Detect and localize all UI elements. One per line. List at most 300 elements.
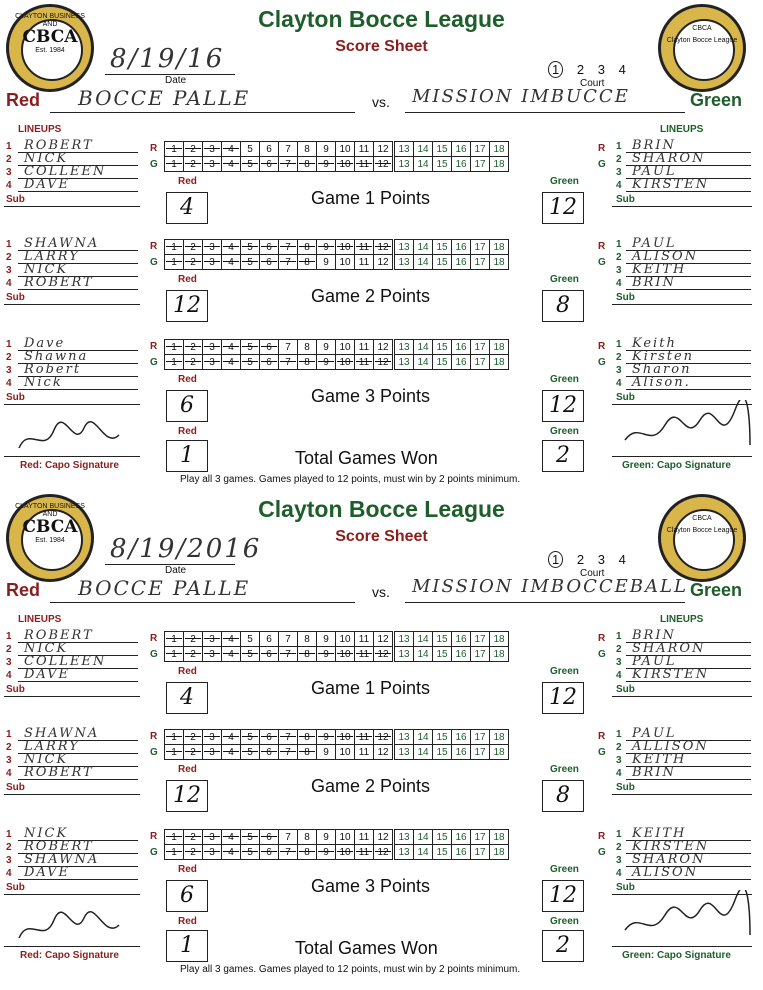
score-cell[interactable]: 17: [471, 240, 490, 255]
score-cell[interactable]: 7: [279, 632, 298, 647]
score-cell[interactable]: 14: [414, 255, 433, 270]
red-team-line: [50, 602, 355, 603]
score-cell[interactable]: 4: [222, 240, 241, 255]
score-cell[interactable]: 5: [241, 240, 260, 255]
red-points-box[interactable]: 12: [166, 780, 208, 812]
score-cell[interactable]: 15: [433, 340, 452, 355]
score-cell[interactable]: 4: [222, 647, 241, 662]
lineup-line: [18, 779, 138, 780]
score-cell[interactable]: 1: [165, 355, 184, 370]
score-cell[interactable]: 13: [394, 647, 414, 662]
score-cell[interactable]: 4: [222, 255, 241, 270]
score-cell[interactable]: 16: [452, 632, 471, 647]
score-cell[interactable]: 17: [471, 632, 490, 647]
score-cell[interactable]: 16: [452, 730, 471, 745]
score-cell[interactable]: 15: [433, 845, 452, 860]
score-cell[interactable]: 16: [452, 157, 471, 172]
score-cell[interactable]: 12: [374, 340, 394, 355]
score-cell[interactable]: 1: [165, 830, 184, 845]
score-cell[interactable]: 9: [317, 157, 336, 172]
score-cell[interactable]: 10: [336, 355, 355, 370]
score-cell[interactable]: 8: [298, 142, 317, 157]
score-cell[interactable]: 7: [279, 255, 298, 270]
score-cell[interactable]: 2: [184, 845, 203, 860]
score-cell[interactable]: 9: [317, 730, 336, 745]
court-num[interactable]: 3: [597, 62, 605, 77]
score-cell[interactable]: 10: [336, 142, 355, 157]
score-cell[interactable]: 17: [471, 730, 490, 745]
score-cell[interactable]: 12: [374, 255, 394, 270]
score-cell[interactable]: 6: [260, 355, 279, 370]
score-cell[interactable]: 4: [222, 632, 241, 647]
score-cell[interactable]: 4: [222, 355, 241, 370]
score-row-green: [165, 647, 509, 662]
score-cell[interactable]: 6: [260, 830, 279, 845]
score-cell[interactable]: 18: [490, 142, 509, 157]
score-cell[interactable]: 11: [355, 730, 374, 745]
green-word: Green: [550, 864, 579, 875]
score-cell[interactable]: 12: [374, 730, 394, 745]
green-points-box[interactable]: 8: [542, 780, 584, 812]
score-cell[interactable]: 1: [165, 157, 184, 172]
score-cell[interactable]: 15: [433, 142, 452, 157]
score-cell[interactable]: 14: [414, 845, 433, 860]
court-num[interactable]: 4: [618, 552, 626, 567]
score-cell[interactable]: 8: [298, 157, 317, 172]
score-cell[interactable]: 12: [374, 632, 394, 647]
score-cell[interactable]: 5: [241, 632, 260, 647]
score-cell[interactable]: 18: [490, 355, 509, 370]
score-cell[interactable]: 10: [336, 647, 355, 662]
score-cell[interactable]: 18: [490, 340, 509, 355]
lineup-row-num: 4: [616, 768, 622, 779]
score-cell[interactable]: 5: [241, 845, 260, 860]
score-cell[interactable]: 8: [298, 745, 317, 760]
score-row-green: [165, 255, 509, 270]
score-cell[interactable]: 15: [433, 745, 452, 760]
score-cell[interactable]: 5: [241, 157, 260, 172]
score-cell[interactable]: 14: [414, 355, 433, 370]
score-cell[interactable]: 18: [490, 157, 509, 172]
score-cell[interactable]: 11: [355, 142, 374, 157]
score-cell[interactable]: 18: [490, 845, 509, 860]
red-points-box[interactable]: 6: [166, 880, 208, 912]
row-r-label: R: [598, 731, 606, 742]
score-cell[interactable]: 8: [298, 830, 317, 845]
score-cell[interactable]: 11: [355, 845, 374, 860]
score-cell[interactable]: 1: [165, 647, 184, 662]
score-cell[interactable]: 10: [336, 157, 355, 172]
score-cell[interactable]: 5: [241, 255, 260, 270]
score-cell[interactable]: 12: [374, 142, 394, 157]
score-cell[interactable]: 15: [433, 632, 452, 647]
red-player-name: LARRY: [24, 739, 80, 754]
score-cell[interactable]: 5: [241, 647, 260, 662]
game-points-label: Game 2 Points: [311, 776, 431, 796]
row-g-label: G: [150, 747, 158, 758]
signature-icon: [620, 400, 755, 456]
logo-main-text: CBCA: [22, 517, 78, 537]
red-team-line: [50, 112, 355, 113]
score-cell[interactable]: 9: [317, 142, 336, 157]
score-cell[interactable]: 11: [355, 830, 374, 845]
score-cell[interactable]: 1: [165, 340, 184, 355]
red-signature-line: [4, 946, 140, 947]
score-cell[interactable]: 2: [184, 240, 203, 255]
red-player-name: SHAWNA: [24, 726, 100, 741]
score-cell[interactable]: 8: [298, 845, 317, 860]
score-cell[interactable]: 16: [452, 240, 471, 255]
score-cell[interactable]: 6: [260, 730, 279, 745]
score-cell[interactable]: 17: [471, 355, 490, 370]
sub-label: Sub: [6, 684, 25, 695]
red-player-name: DAVE: [24, 865, 71, 880]
score-cell[interactable]: 7: [279, 830, 298, 845]
score-cell[interactable]: 16: [452, 340, 471, 355]
lineup-line: [626, 191, 751, 192]
score-cell[interactable]: 11: [355, 340, 374, 355]
score-cell[interactable]: 4: [222, 340, 241, 355]
score-cell[interactable]: 13: [394, 845, 414, 860]
score-cell[interactable]: 15: [433, 255, 452, 270]
score-cell[interactable]: 13: [394, 340, 414, 355]
score-cell[interactable]: 17: [471, 142, 490, 157]
score-cell[interactable]: 16: [452, 845, 471, 860]
green-total-box[interactable]: 2: [542, 440, 584, 472]
score-cell[interactable]: 13: [394, 745, 414, 760]
score-cell[interactable]: 16: [452, 647, 471, 662]
red-points-box[interactable]: 12: [166, 290, 208, 322]
lineup-row-num: 4: [616, 868, 622, 879]
score-cell[interactable]: 15: [433, 355, 452, 370]
score-cell[interactable]: 1: [165, 255, 184, 270]
score-cell[interactable]: 15: [433, 240, 452, 255]
red-word: Red: [178, 764, 197, 775]
score-cell[interactable]: 18: [490, 240, 509, 255]
sub-line: [612, 206, 752, 207]
score-cell[interactable]: 6: [260, 157, 279, 172]
score-cell[interactable]: 8: [298, 255, 317, 270]
red-word: Red: [178, 666, 197, 677]
score-cell[interactable]: 14: [414, 157, 433, 172]
court-num[interactable]: 1: [548, 61, 563, 78]
red-points-box[interactable]: 4: [166, 682, 208, 714]
score-cell[interactable]: 9: [317, 355, 336, 370]
score-cell[interactable]: 12: [374, 845, 394, 860]
score-cell[interactable]: 14: [414, 830, 433, 845]
score-cell[interactable]: 3: [203, 142, 222, 157]
lineup-row-num: 3: [6, 657, 12, 668]
score-cell[interactable]: 15: [433, 647, 452, 662]
total-games-label: Total Games Won: [295, 448, 438, 468]
score-cell[interactable]: 2: [184, 355, 203, 370]
score-cell[interactable]: 14: [414, 632, 433, 647]
score-cell[interactable]: 11: [355, 647, 374, 662]
score-cell[interactable]: 18: [490, 745, 509, 760]
score-cell[interactable]: 12: [374, 745, 394, 760]
court-num[interactable]: 2: [576, 62, 585, 77]
score-grid: [164, 141, 509, 172]
score-cell[interactable]: 1: [165, 142, 184, 157]
score-cell[interactable]: 5: [241, 355, 260, 370]
green-signature-line: [612, 456, 752, 457]
score-cell[interactable]: 6: [260, 255, 279, 270]
game-points-label: Game 3 Points: [311, 876, 431, 896]
score-cell[interactable]: 6: [260, 647, 279, 662]
red-player-name: NICK: [24, 826, 69, 841]
score-cell[interactable]: 17: [471, 745, 490, 760]
score-cell[interactable]: 12: [374, 157, 394, 172]
score-cell[interactable]: 12: [374, 240, 394, 255]
score-cell[interactable]: 1: [165, 730, 184, 745]
score-cell[interactable]: 15: [433, 730, 452, 745]
score-cell[interactable]: 4: [222, 142, 241, 157]
score-cell[interactable]: 3: [203, 830, 222, 845]
green-total-box[interactable]: 2: [542, 930, 584, 962]
red-signature-label: Red: Capo Signature: [20, 460, 119, 471]
score-cell[interactable]: 12: [374, 355, 394, 370]
lineup-row-num: 4: [6, 378, 12, 389]
green-word: Green: [550, 426, 579, 437]
score-cell[interactable]: 10: [336, 745, 355, 760]
score-cell[interactable]: 3: [203, 730, 222, 745]
score-cell[interactable]: 9: [317, 240, 336, 255]
score-cell[interactable]: 6: [260, 845, 279, 860]
score-cell[interactable]: 13: [394, 632, 414, 647]
green-points-box[interactable]: 12: [542, 192, 584, 224]
score-cell[interactable]: 7: [279, 845, 298, 860]
score-cell[interactable]: 2: [184, 647, 203, 662]
score-cell[interactable]: 14: [414, 647, 433, 662]
row-g-label: G: [150, 357, 158, 368]
green-points-box[interactable]: 12: [542, 880, 584, 912]
score-cell[interactable]: 16: [452, 830, 471, 845]
score-cell[interactable]: 3: [203, 632, 222, 647]
score-row-green: [165, 157, 509, 172]
court-num[interactable]: 2: [576, 552, 585, 567]
score-cell[interactable]: 2: [184, 142, 203, 157]
score-cell[interactable]: 6: [260, 240, 279, 255]
lineup-row-num: 4: [616, 278, 622, 289]
score-cell[interactable]: 3: [203, 355, 222, 370]
score-cell[interactable]: 13: [394, 355, 414, 370]
score-cell[interactable]: 9: [317, 830, 336, 845]
red-label: Red: [6, 580, 41, 600]
score-cell[interactable]: 3: [203, 157, 222, 172]
score-cell[interactable]: 7: [279, 647, 298, 662]
score-cell[interactable]: 13: [394, 240, 414, 255]
court-num[interactable]: 1: [548, 551, 563, 568]
score-cell[interactable]: 6: [260, 745, 279, 760]
score-cell[interactable]: 10: [336, 845, 355, 860]
score-cell[interactable]: 9: [317, 745, 336, 760]
score-cell[interactable]: 7: [279, 240, 298, 255]
score-cell[interactable]: 2: [184, 745, 203, 760]
row-r-label: R: [150, 241, 158, 252]
court-numbers: [548, 552, 626, 567]
lineup-row-num: 2: [616, 742, 622, 753]
score-cell[interactable]: 9: [317, 340, 336, 355]
score-cell[interactable]: 10: [336, 730, 355, 745]
score-cell[interactable]: 18: [490, 730, 509, 745]
score-cell[interactable]: 9: [317, 255, 336, 270]
score-cell[interactable]: 12: [374, 647, 394, 662]
red-total-box[interactable]: 1: [166, 930, 208, 962]
score-cell[interactable]: 8: [298, 355, 317, 370]
score-cell[interactable]: 18: [490, 255, 509, 270]
score-cell[interactable]: 11: [355, 745, 374, 760]
green-word: Green: [550, 274, 579, 285]
score-cell[interactable]: 1: [165, 240, 184, 255]
score-cell[interactable]: 6: [260, 142, 279, 157]
score-cell[interactable]: 11: [355, 255, 374, 270]
score-cell[interactable]: 8: [298, 647, 317, 662]
green-points-box[interactable]: 8: [542, 290, 584, 322]
score-grid: [164, 631, 509, 662]
score-cell[interactable]: 8: [298, 632, 317, 647]
red-points-box[interactable]: 6: [166, 390, 208, 422]
lineup-row-num: 1: [616, 631, 622, 642]
score-cell[interactable]: 16: [452, 745, 471, 760]
score-cell[interactable]: 16: [452, 355, 471, 370]
score-cell[interactable]: 14: [414, 730, 433, 745]
score-cell[interactable]: 15: [433, 157, 452, 172]
court-num[interactable]: 4: [618, 62, 626, 77]
score-cell[interactable]: 13: [394, 730, 414, 745]
score-cell[interactable]: 4: [222, 157, 241, 172]
score-cell[interactable]: 4: [222, 830, 241, 845]
score-cell[interactable]: 9: [317, 632, 336, 647]
score-cell[interactable]: 9: [317, 845, 336, 860]
score-cell[interactable]: 10: [336, 240, 355, 255]
score-cell[interactable]: 3: [203, 240, 222, 255]
score-cell[interactable]: 6: [260, 340, 279, 355]
red-word: Red: [178, 916, 197, 927]
green-player-name: KEITH: [632, 826, 687, 841]
row-r-label: R: [598, 241, 606, 252]
score-cell[interactable]: 5: [241, 142, 260, 157]
lineup-row-num: 1: [616, 141, 622, 152]
score-cell[interactable]: 6: [260, 632, 279, 647]
score-cell[interactable]: 2: [184, 830, 203, 845]
score-cell[interactable]: 7: [279, 157, 298, 172]
red-player-name: Dave: [24, 336, 66, 351]
sub-label: Sub: [616, 392, 635, 403]
score-cell[interactable]: 16: [452, 255, 471, 270]
row-g-label: G: [598, 847, 606, 858]
score-cell[interactable]: 8: [298, 730, 317, 745]
score-cell[interactable]: 1: [165, 745, 184, 760]
score-cell[interactable]: 2: [184, 157, 203, 172]
score-cell[interactable]: 14: [414, 745, 433, 760]
score-cell[interactable]: 3: [203, 845, 222, 860]
score-cell[interactable]: 17: [471, 647, 490, 662]
score-cell[interactable]: 10: [336, 632, 355, 647]
score-cell[interactable]: 10: [336, 255, 355, 270]
score-cell[interactable]: 11: [355, 240, 374, 255]
red-signature-scribble: [14, 420, 124, 456]
court-num[interactable]: 3: [597, 552, 605, 567]
score-cell[interactable]: 5: [241, 730, 260, 745]
score-cell[interactable]: 14: [414, 240, 433, 255]
score-cell[interactable]: 17: [471, 340, 490, 355]
score-cell[interactable]: 3: [203, 745, 222, 760]
score-cell[interactable]: 2: [184, 632, 203, 647]
red-team-name: BOCCE PALLE: [78, 576, 251, 600]
score-cell[interactable]: 7: [279, 730, 298, 745]
score-cell[interactable]: 11: [355, 157, 374, 172]
score-cell[interactable]: 5: [241, 830, 260, 845]
game-points-label: Game 1 Points: [311, 188, 431, 208]
score-cell[interactable]: 4: [222, 745, 241, 760]
score-cell[interactable]: 18: [490, 647, 509, 662]
score-cell[interactable]: 9: [317, 647, 336, 662]
score-cell[interactable]: 2: [184, 340, 203, 355]
score-cell[interactable]: 11: [355, 355, 374, 370]
score-cell[interactable]: 13: [394, 142, 414, 157]
date-value: 8/19/2016: [110, 534, 262, 564]
score-cell[interactable]: 10: [336, 830, 355, 845]
score-cell[interactable]: 18: [490, 830, 509, 845]
score-cell[interactable]: 14: [414, 142, 433, 157]
score-cell[interactable]: 1: [165, 845, 184, 860]
score-cell[interactable]: 5: [241, 745, 260, 760]
score-cell[interactable]: 3: [203, 340, 222, 355]
score-cell[interactable]: 8: [298, 240, 317, 255]
logo-league-text: Clayton Bocce League: [666, 37, 738, 44]
score-cell[interactable]: 17: [471, 845, 490, 860]
score-cell[interactable]: 2: [184, 730, 203, 745]
green-points-box[interactable]: 12: [542, 390, 584, 422]
score-cell[interactable]: 11: [355, 632, 374, 647]
score-cell[interactable]: 17: [471, 157, 490, 172]
lineup-row-num: 3: [616, 365, 622, 376]
green-word: Green: [550, 916, 579, 927]
score-cell[interactable]: 14: [414, 340, 433, 355]
score-cell[interactable]: 13: [394, 830, 414, 845]
score-cell[interactable]: 7: [279, 355, 298, 370]
red-total-box[interactable]: 1: [166, 440, 208, 472]
score-cell[interactable]: 15: [433, 830, 452, 845]
red-player-name: COLLEEN: [24, 654, 107, 669]
red-points-box[interactable]: 4: [166, 192, 208, 224]
score-cell[interactable]: 16: [452, 142, 471, 157]
score-cell[interactable]: 18: [490, 632, 509, 647]
score-cell[interactable]: 17: [471, 830, 490, 845]
score-cell[interactable]: 17: [471, 255, 490, 270]
score-cell[interactable]: 3: [203, 255, 222, 270]
score-cell[interactable]: 13: [394, 157, 414, 172]
score-cell[interactable]: 4: [222, 845, 241, 860]
score-cell[interactable]: 8: [298, 340, 317, 355]
score-cell[interactable]: 10: [336, 340, 355, 355]
score-cell[interactable]: 12: [374, 830, 394, 845]
score-cell[interactable]: 2: [184, 255, 203, 270]
lineup-row-num: 1: [6, 631, 12, 642]
score-cell[interactable]: 5: [241, 340, 260, 355]
score-cell[interactable]: 4: [222, 730, 241, 745]
green-player-name: KIRSTEN: [632, 839, 710, 854]
score-cell[interactable]: 7: [279, 745, 298, 760]
score-cell[interactable]: 13: [394, 255, 414, 270]
score-cell[interactable]: 7: [279, 142, 298, 157]
date-label: Date: [165, 565, 187, 576]
score-cell[interactable]: 3: [203, 647, 222, 662]
lineup-line: [626, 389, 751, 390]
score-cell[interactable]: 7: [279, 340, 298, 355]
green-points-box[interactable]: 12: [542, 682, 584, 714]
score-cell[interactable]: 1: [165, 632, 184, 647]
